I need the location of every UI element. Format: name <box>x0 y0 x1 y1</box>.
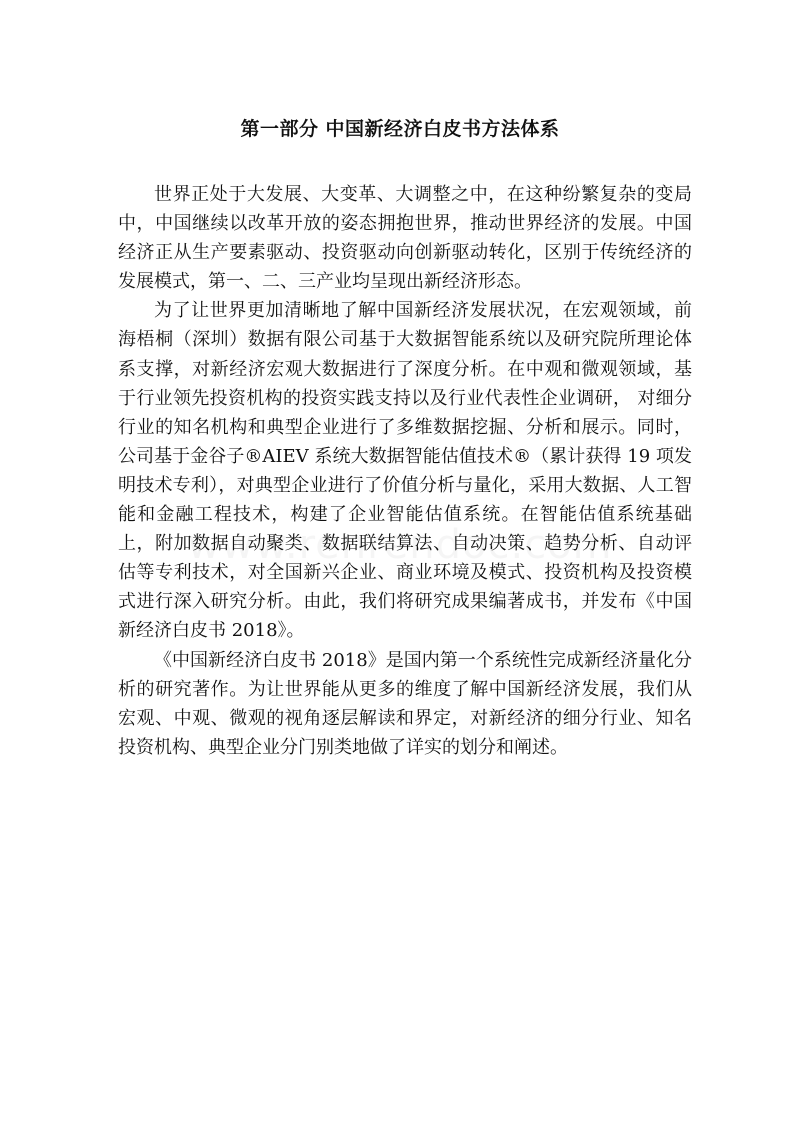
paragraph-1: 世界正处于大发展、大变革、大调整之中，在这种纷繁复杂的变局中，中国继续以改革开放的姿态拥抱世界，推动世界经济的发展。中国经济正从生产要素驱动、投资驱动向创新驱动转化，区别于传统经济的发展模式，第一、二、三产业均呈现出新经济形态。 <box>118 184 692 293</box>
paragraph-3: 《中国新经济白皮书 2018》是国内第一个系统性完成新经济量化分析的研究著作。为让世界能从更多的维度了解中国新经济发展，我们从宏观、中观、微观的视角逐层解读和界定，对新经济的细分行业、知名投资机构、典型企业分门别类地做了详实的划分和阐述。 <box>118 649 692 758</box>
paragraph-2: 为了让世界更加清晰地了解中国新经济发展状况，在宏观领域，前海梧桐（深圳）数据有限公司基于大数据智能系统以及研究院所理论体系支撑，对新经济宏观大数据进行了深度分析。在中观和微观领域，基于行业领先投资机构的投资实践支持以及行业代表性企业调研， 对细分行业的知名机构和典型企业进行了多维数据挖掘、分析和展示。同时，公司基于金谷子®AIEV 系统大数据智能估值技术®（累计获得 19 项发明技术专利），对典型企业进行了价值分析与量化，采用大数据、人工智能和金融工程技术，构建了企业智能估值系统。在智能估值系统基础上，附加数据自动聚类、数据联结算法、自动决策、趋势分析、自动评估等专利技术，对全国新兴企业、商业环境及模式、投资机构及投资模式进行深入研究分析。由此，我们将研究成果编著成书，并发布《中国新经济白皮书 2018》。 <box>118 300 692 642</box>
body-text <box>118 180 692 762</box>
page-title: 第一部分 中国新经济白皮书方法体系 <box>240 118 560 140</box>
